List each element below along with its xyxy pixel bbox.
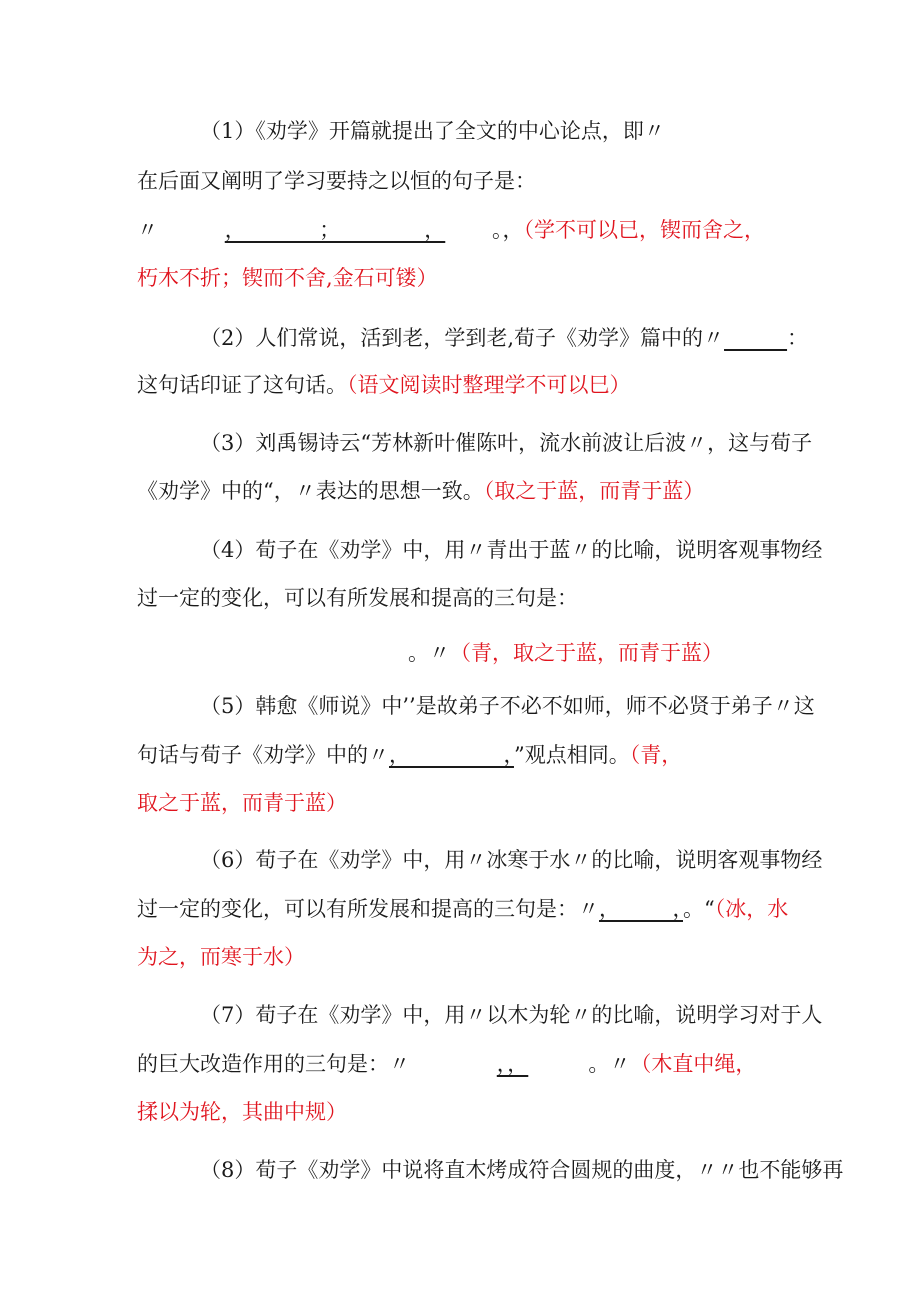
question-4-answer: （青，取之于蓝，而青于蓝）: [450, 641, 723, 665]
question-6-punct: 。“: [683, 897, 715, 921]
question-6-line-2: [137, 896, 788, 922]
question-3-text-2: 《劝学》中的“，〃表达的思想一致。: [137, 479, 484, 503]
question-1-quote-mark: 〃: [137, 218, 225, 242]
question-1-punct: 。，: [445, 218, 524, 242]
question-8-line-1: （8）荀子《劝学》中说将直木烤成符合圆规的曲度，〃〃也不能够再: [200, 1158, 844, 1182]
question-5-answer-part-1: （青，: [629, 743, 683, 767]
question-2-text-2: 这句话印证了这句话。: [137, 373, 347, 397]
question-7-answer-part-1: （木直中绳，: [630, 1052, 757, 1076]
question-1-blank: ，_______；________，: [224, 218, 446, 242]
question-2-answer: （语文阅读时整理学不可以巳）: [347, 373, 631, 397]
question-3-line-2: [137, 478, 704, 504]
question-7-line-1: （7）荀子在《劝学》中，用〃以木为轮〃的比喻，说明学习对于人: [200, 1003, 823, 1027]
question-6-line-1: （6）荀子在《劝学》中，用〃冰寒于水〃的比喻，说明客观事物经: [200, 848, 823, 872]
question-7-line-2: [137, 1051, 756, 1077]
question-5-line-2: [137, 742, 682, 768]
question-2-text: （2）人们常说，活到老，学到老,荀子《劝学》篇中的〃: [200, 326, 725, 350]
question-5-answer-part-2: 取之于蓝，而青于蓝）: [137, 791, 347, 815]
question-2-blank: ______: [724, 326, 788, 350]
question-1-answer-part-2: 朽木不折；锲而不舍,金石可镂）: [137, 266, 438, 290]
question-1-line-2: 在后面又阐明了学习要持之以恒的句子是：: [137, 169, 536, 193]
question-5-blank: ， ，: [389, 743, 514, 767]
question-3-line-1: （3）刘禹锡诗云“芳林新叶催陈叶，流水前波让后波〃，这与荀子: [200, 431, 813, 455]
question-2-line-1: [200, 325, 808, 351]
question-5-text-2: 句话与荀子《劝学》中的〃: [137, 743, 389, 767]
question-6-answer-part-2: 为之，而寒于水）: [137, 945, 305, 969]
question-6-blank: ，_____，: [599, 897, 683, 921]
question-7-text-2: 的巨大改造作用的三句是：〃: [137, 1052, 497, 1076]
question-2-line-2: [137, 372, 631, 398]
question-4-punct: 。〃: [408, 641, 450, 665]
question-7-answer-part-2: 揉以为轮，其曲中规）: [137, 1100, 347, 1124]
question-5-text-3: ”观点相同。: [513, 743, 630, 767]
question-1-line-1: （1）《劝学》开篇就提出了全文的中心论点，即〃: [200, 119, 665, 143]
question-3-answer: （取之于蓝，而青于蓝）: [483, 479, 705, 503]
question-1-answer-part-1: （学不可以已，锲而舍之，: [523, 218, 765, 242]
question-6-text-2: 过一定的变化，可以有所发展和提高的三句是：〃: [137, 897, 599, 921]
question-2-colon: ：: [787, 326, 809, 350]
question-4-line-2: 过一定的变化，可以有所发展和提高的三句是：: [137, 586, 578, 610]
question-7-punct: 。〃: [528, 1052, 631, 1076]
question-4-line-1: （4）荀子在《劝学》中，用〃青出于蓝〃的比喻，说明客观事物经: [200, 538, 823, 562]
question-6-answer-part-1: （冰，水: [714, 897, 789, 921]
question-7-blank: ，，: [496, 1052, 529, 1076]
question-1-line-3: [137, 217, 765, 243]
question-4-line-3: [408, 640, 723, 666]
question-5-line-1: （5）韩愈《师说》中’’是故弟子不必不如师，师不必贤于弟子〃这: [200, 694, 815, 718]
